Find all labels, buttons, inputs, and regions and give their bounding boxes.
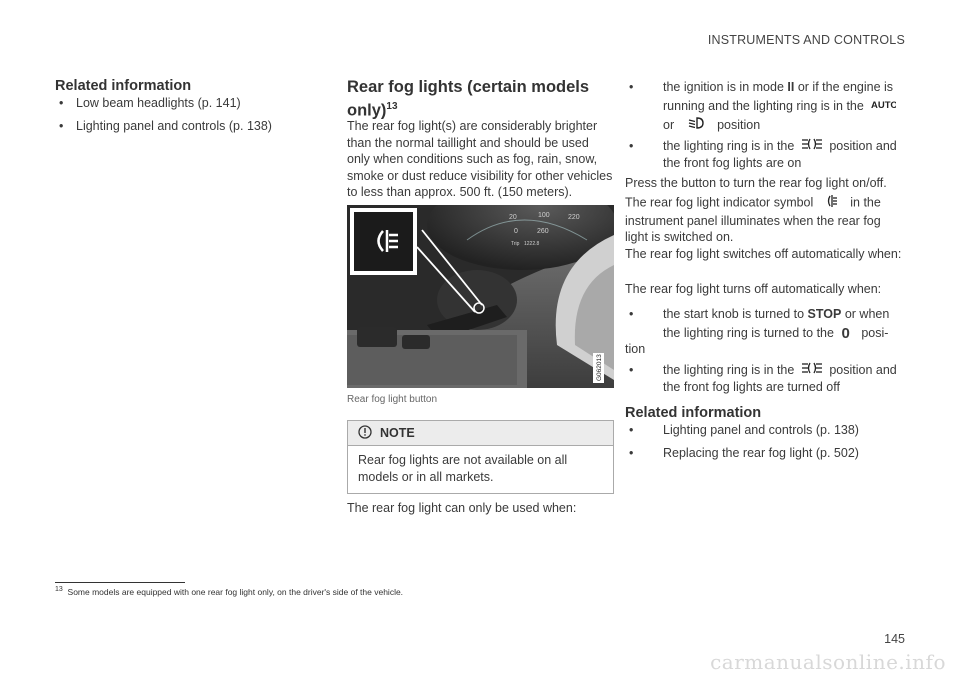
front-fog-icon xyxy=(801,138,823,155)
related-info-heading: Related information xyxy=(55,78,192,94)
auto-icon xyxy=(870,97,896,116)
related-links-2 xyxy=(625,422,910,468)
figure-code: G062013 xyxy=(596,354,603,381)
cluster-readout: 100 xyxy=(538,212,550,219)
bullet: • xyxy=(629,139,634,153)
auto-off-text: The rear fog light switches off automatically when: xyxy=(625,247,902,261)
press-text: Press the button to turn the rear fog light on/off. xyxy=(625,176,887,190)
condition-text: The rear fog light can only be used when: xyxy=(347,501,577,515)
related-info-heading-2: Related information xyxy=(625,405,762,421)
cluster-readout: 1222.8 xyxy=(524,241,540,247)
svg-text:AUTO: AUTO xyxy=(871,100,897,111)
rear-fog-indicator-icon xyxy=(826,194,838,213)
inset-button-closeup xyxy=(354,212,413,271)
note-header xyxy=(348,421,613,446)
low-beam-icon xyxy=(688,116,704,135)
bullet: • xyxy=(629,307,634,321)
note-text: Rear fog lights are not available on all models or in all markets. xyxy=(358,453,568,484)
watermark: carmanualsonline.info xyxy=(710,650,946,674)
off-list-item-cont2: tion xyxy=(625,342,646,356)
off-list-item: • the start knob is turned to STOP or when the lighting ring is turned to the xyxy=(629,307,890,340)
related-link[interactable]: • Replacing the rear fog light (p. 502) xyxy=(629,446,859,460)
note-box xyxy=(347,420,614,494)
front-fog-icon xyxy=(801,362,823,379)
bullet: • xyxy=(629,80,634,94)
condition-list-item: • the ignition is in mode II or if the engine is running and the lighting ring is in the AUTO or position xyxy=(625,78,910,135)
figure-rear-fog-button xyxy=(347,205,614,388)
intro-text: The rear fog light(s) are considerably brighter than the normal taillight and should be used only when conditions such as fog, rain, snow, smoke or dust reduce visibility for other vehicles to less than approx. 500 ft. (150 meters). xyxy=(347,119,613,199)
page-title: Rear fog lights (certain models only)$^{13}$ xyxy=(347,78,590,120)
cluster-readout: 20 xyxy=(509,214,517,221)
cluster-readout: 0 xyxy=(514,228,518,235)
section-header: INSTRUMENTS AND CONTROLS xyxy=(707,33,905,47)
related-link[interactable]: • Low beam headlights (p. 141) xyxy=(59,96,241,110)
footnote-rule xyxy=(55,582,185,583)
related-link[interactable]: • Lighting panel and controls (p. 138) xyxy=(629,423,859,437)
note-label: NOTE xyxy=(380,426,415,440)
footnote: $^{13}$ Some models are equipped with one rear fog light only, on the driver's side of the vehicle. xyxy=(55,586,404,597)
rear-fog-icon xyxy=(354,212,413,271)
indicator-text: The rear fog light indicator symbol in the instrument panel illuminates when the rear fog light is switched on. xyxy=(625,195,881,244)
zero-position-symbol: 0 xyxy=(841,325,850,343)
cluster-readout: Trip xyxy=(511,241,520,247)
page-number: 145 xyxy=(884,632,905,646)
figure-caption: Rear fog light button xyxy=(347,394,438,405)
off-list-item-cont: 0 posi- xyxy=(841,325,889,343)
condition-list-item: • the lighting ring is in the position and the front fog lights are on xyxy=(629,139,897,170)
auto-off-text-2: The rear fog light turns off automatically when: xyxy=(625,282,882,296)
off-list-item: • the lighting ring is in the position and the front fog lights are turned off xyxy=(629,363,897,394)
related-link[interactable]: • Lighting panel and controls (p. 138) xyxy=(59,119,272,133)
cluster-readout: 260 xyxy=(537,228,549,235)
bullet: • xyxy=(629,363,634,377)
related-links xyxy=(55,95,315,141)
cluster-readout: 220 xyxy=(568,214,580,221)
info-icon xyxy=(358,425,372,442)
